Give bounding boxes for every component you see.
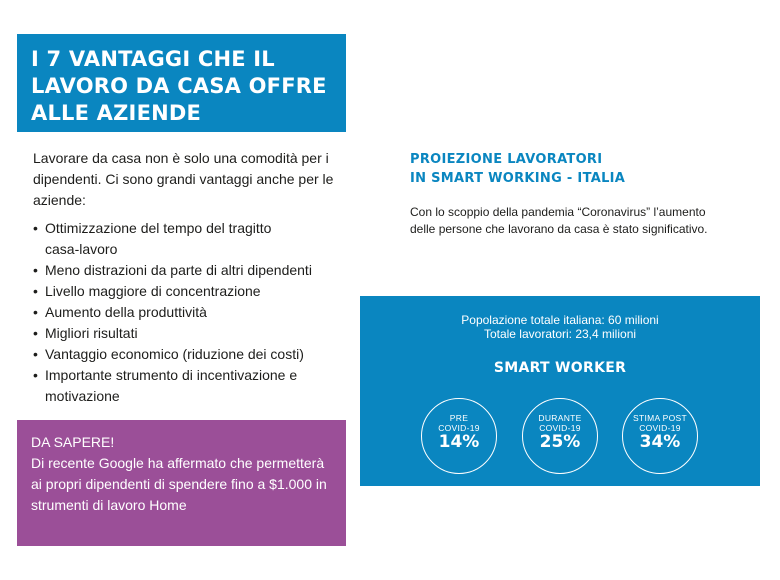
bullet-icon: • [33, 262, 38, 278]
note-heading: DA SAPERE! [31, 434, 115, 450]
circle-label-line-2: COVID-19 [539, 423, 581, 433]
circle-label-line-2: COVID-19 [438, 423, 480, 433]
list-item [33, 260, 343, 281]
circle-value: 25% [539, 432, 581, 452]
note-text: Di recente Google ha affermato che permetterà ai propri dipendenti di spendere fino a $1.000 in strumenti di lavoro Home [31, 455, 327, 513]
bullet-icon: • [33, 346, 38, 362]
benefits-list [33, 218, 343, 407]
smart-worker-title: SMART WORKER [493, 360, 627, 376]
circle-value: 14% [438, 432, 480, 452]
benefit-text: Ottimizzazione del tempo del tragitto [45, 220, 272, 236]
circle-label [422, 413, 496, 433]
list-item [33, 344, 343, 365]
list-item [33, 281, 343, 302]
workers-stat: Totale lavoratori: 23,4 milioni [483, 327, 637, 341]
bullet-icon: • [33, 283, 38, 299]
projection-title-line-1: PROIEZIONE LAVORATORI [410, 152, 603, 167]
benefit-text: Importante strumento di incentivazione e [45, 367, 298, 383]
note-box [17, 420, 346, 546]
stats-panel [360, 296, 760, 486]
page-title-line-2: LAVORO DA CASA OFFRE [31, 74, 327, 98]
page-title-line-1: I 7 VANTAGGI CHE IL [31, 47, 275, 71]
benefit-text: Aumento della produttività [45, 304, 207, 320]
circle-label-line-1: PRE [449, 413, 469, 423]
page-title-line-3: ALLE AZIENDE [31, 101, 202, 125]
list-item [33, 323, 343, 344]
bullet-icon: • [33, 325, 38, 341]
bullet-icon: • [33, 304, 38, 320]
stat-circle-post [622, 398, 698, 474]
circle-label [623, 413, 697, 433]
circle-label-line-1: STIMA POST [632, 413, 687, 423]
bullet-icon: • [33, 367, 38, 383]
projection-title-line-2: IN SMART WORKING - ITALIA [410, 171, 626, 186]
projection-text: Con lo scoppio della pandemia “Coronavirus” l’aumento delle persone che lavorano da casa è stato significativo. [410, 205, 708, 236]
benefit-text: Migliori risultati [45, 325, 138, 341]
title-banner [17, 34, 346, 132]
benefit-text-continued: motivazione [45, 388, 120, 404]
bullet-icon: • [33, 220, 38, 236]
circle-value: 34% [639, 432, 681, 452]
circle-label-line-2: COVID-19 [639, 423, 681, 433]
benefit-text-continued: casa-lavoro [45, 241, 118, 257]
benefit-text: Livello maggiore di concentrazione [45, 283, 261, 299]
circle-label [523, 413, 597, 433]
stat-circle-pre [421, 398, 497, 474]
projection-title [410, 150, 750, 188]
benefit-text: Meno distrazioni da parte di altri dipendenti [45, 262, 312, 278]
circle-label-line-1: DURANTE [538, 413, 582, 423]
stat-circle-during [522, 398, 598, 474]
intro-text: Lavorare da casa non è solo una comodità per i dipendenti. Ci sono grandi vantaggi anche per le aziende: [33, 150, 334, 208]
benefit-text: Vantaggio economico (riduzione dei costi) [45, 346, 304, 362]
list-item [33, 365, 343, 407]
population-stat: Popolazione totale italiana: 60 milioni [461, 313, 659, 327]
list-item [33, 218, 343, 260]
list-item [33, 302, 343, 323]
